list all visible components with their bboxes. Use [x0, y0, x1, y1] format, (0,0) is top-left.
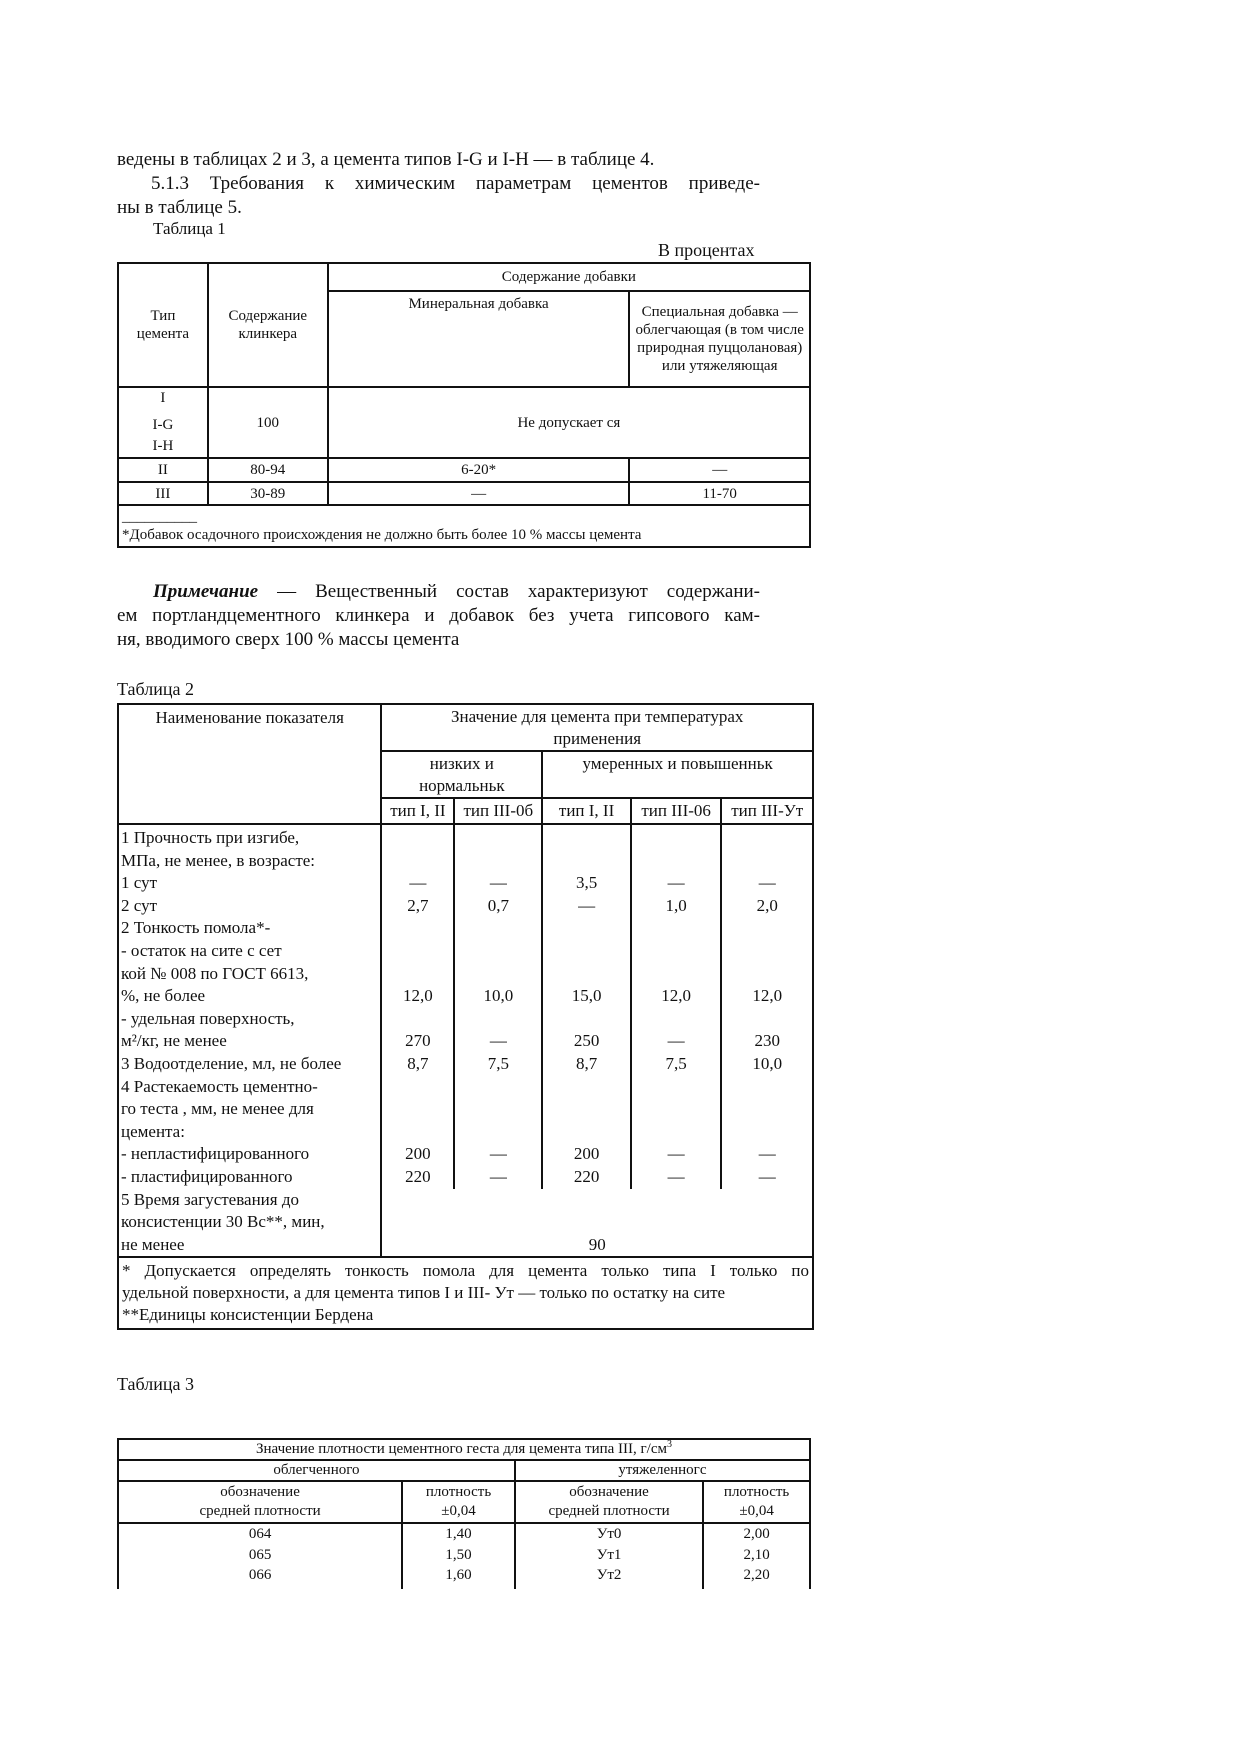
t2-header-value: Значение для цемента при температурах применения	[381, 704, 813, 751]
table-3	[117, 1438, 811, 1589]
t2-name-line: 1 Прочность при изгибе,	[121, 828, 300, 847]
t3-light-codes	[118, 1523, 402, 1589]
t2-value	[455, 850, 541, 873]
t3-dens-h1: плотность	[723, 1484, 790, 1500]
t3-value: 066	[248, 1567, 272, 1583]
t2-value	[455, 917, 541, 940]
t2-names	[118, 824, 381, 1189]
note-line-2: ем портландцементного клинкера и добавок без учета гипсового кам-	[117, 605, 760, 626]
t2-value: —	[489, 873, 507, 893]
t2-name-line: 2 Тонкость помола*-	[121, 918, 271, 938]
t2-value	[455, 940, 541, 963]
t3-heavy-codes	[515, 1523, 703, 1589]
t2-footnotes	[118, 1257, 813, 1329]
t2-value: —	[667, 1031, 685, 1051]
t2-value	[722, 827, 812, 850]
table2-caption: Таблица 2	[117, 679, 194, 699]
t3-value: 065	[248, 1546, 272, 1563]
t2-header-name: Наименование показателя	[118, 704, 381, 824]
t2-sub-5: тип III-Ут	[721, 798, 813, 824]
t2-value: —	[489, 1144, 507, 1164]
t2-last-name-3: не менее	[121, 1234, 185, 1254]
t2-name-line: го теста , мм, не менее для	[121, 1099, 314, 1119]
t2-value	[543, 1076, 630, 1099]
t3-value: 2,10	[743, 1546, 770, 1563]
table1-caption: Таблица 1	[153, 219, 226, 238]
t1-header-special: Специальная добавка — облегчающая (в том числе природная пуццолановая) или утяжеляющая	[629, 291, 810, 387]
t2-value: 0,7	[487, 895, 509, 915]
t2-value	[722, 1076, 812, 1099]
t2-value: 220	[405, 1166, 431, 1186]
t2-value: 10,0	[752, 1053, 783, 1073]
t2-value	[382, 940, 453, 963]
t3-value: 1,50	[445, 1546, 472, 1563]
t2-name-line: кой № 008 по ГОСТ 6613,	[121, 963, 309, 983]
table3-caption: Таблица 3	[117, 1374, 194, 1394]
t2-value	[543, 917, 630, 940]
t2-col-5	[721, 824, 813, 1189]
t2-value	[455, 1008, 541, 1031]
t2-value	[632, 1121, 721, 1144]
t1-row2-clinker: 80-94	[208, 458, 328, 482]
t1-footnote-rule: __________	[122, 509, 197, 525]
t2-header-high: умеренных и повышенньк	[542, 751, 813, 798]
t1-row1-clinker: 100	[208, 387, 328, 458]
t2-value: 7,5	[665, 1053, 687, 1073]
t2-value	[722, 1121, 812, 1144]
t3-desig-l1: обозначение	[220, 1484, 300, 1500]
t3-heavy-designation	[515, 1481, 703, 1523]
t3-data-row	[118, 1523, 810, 1589]
t2-value: 3,5	[575, 873, 598, 893]
note-text-1: — Вещественный состав характеризуют содержани-	[277, 581, 760, 602]
t2-value	[382, 963, 453, 986]
t2-value: —	[667, 1166, 685, 1186]
t2-value: —	[409, 873, 427, 893]
t2-foot1-line2: удельной поверхности, а для цемента типов I и III- Ут — только по остатку на сите	[122, 1283, 726, 1303]
t3-light-header: облегченного	[118, 1460, 515, 1481]
t2-value: 8,7	[407, 1053, 429, 1073]
t1-row1-note: Не допускает ся	[328, 387, 810, 458]
t2-value	[722, 963, 812, 986]
t2-last-row-name	[118, 1189, 381, 1258]
t1-header-type: Тип цемента	[118, 263, 208, 387]
t2-last-row-value: 90	[381, 1189, 813, 1258]
intro-paragraph-2-line-2: ны в таблице 5.	[117, 197, 242, 218]
t2-value	[543, 1008, 630, 1031]
t3-light-density	[402, 1481, 515, 1523]
t1-row3-type: III	[118, 482, 208, 505]
note-label: Примечание	[153, 581, 259, 602]
t2-value	[632, 963, 721, 986]
t2-value	[543, 963, 630, 986]
t1-header-additive: Содержание добавки	[328, 263, 810, 291]
intro-line-1: ведены в таблицах 2 и 3, а цемента типов I-G и I-H — в таблице 4.	[117, 149, 655, 170]
t1-footnote: *Добавок осадочного происхождения не должно быть более 10 % массы цемента	[122, 527, 642, 543]
t2-sub-3: тип I, II	[542, 798, 631, 824]
t2-value	[543, 940, 630, 963]
t3-desig-h2: средней плотности	[548, 1503, 670, 1519]
t2-last-name-1: 5 Время загустевания до	[121, 1189, 299, 1209]
t1-header-mineral: Минеральная добавка	[328, 291, 630, 387]
t2-name-line: 3 Водоотделение, мл, не более	[121, 1053, 342, 1073]
t2-name-line: - непластифицированного	[121, 1144, 310, 1164]
t2-value	[455, 1076, 541, 1099]
t2-value	[722, 850, 812, 873]
t2-value	[382, 1008, 453, 1031]
t2-value: 12,0	[661, 986, 692, 1006]
t2-value	[543, 1121, 630, 1144]
t2-value	[722, 1098, 812, 1121]
t1-header-clinker: Содержание клинкера	[208, 263, 328, 387]
t2-value	[632, 850, 721, 873]
t2-value: 2,7	[407, 895, 429, 915]
t1-type-ig: I-G	[152, 417, 174, 433]
t2-value: —	[758, 1166, 776, 1186]
t2-value: —	[758, 873, 776, 893]
t2-name-line: - пластифицированного	[121, 1166, 293, 1186]
t2-value: —	[758, 1144, 776, 1164]
t2-name-line: - остаток на сите с сет	[121, 940, 282, 960]
t3-light-dens	[402, 1523, 515, 1589]
t3-title	[118, 1439, 810, 1460]
t1-type-i: I	[160, 390, 166, 406]
t3-title-text: Значение плотности цементного геста для цемента типа III, г/см	[255, 1441, 668, 1457]
intro-paragraph-2-line-1: 5.1.3 Требования к химическим параметрам цементов приведе-	[151, 173, 760, 194]
t2-value	[722, 1008, 812, 1031]
t2-value: —	[667, 873, 685, 893]
t3-value: Ут1	[596, 1546, 622, 1563]
t3-light-designation	[118, 1481, 402, 1523]
t3-value: 064	[248, 1526, 272, 1542]
t2-sub-1: тип I, II	[381, 798, 454, 824]
t2-sub-2: тип III-0б	[454, 798, 542, 824]
t3-desig-l2: средней плотности	[199, 1503, 321, 1519]
t3-value: 2,20	[743, 1567, 770, 1583]
t2-col-4	[631, 824, 722, 1189]
t2-value	[722, 940, 812, 963]
t2-value	[382, 850, 453, 873]
t3-dens-l2: ±0,04	[441, 1503, 476, 1519]
t3-dens-l1: плотность	[425, 1484, 492, 1500]
t2-name-line: %, не более	[121, 986, 206, 1006]
t3-desig-h1: обозначение	[569, 1484, 649, 1500]
t3-value: Ут0	[596, 1526, 622, 1542]
t2-value: 12,0	[752, 986, 783, 1006]
t2-value: 15,0	[571, 986, 602, 1006]
t2-value: 220	[573, 1166, 600, 1186]
t3-value: 1,40	[445, 1526, 472, 1542]
t2-value	[455, 1121, 541, 1144]
t1-type-ih: I-H	[152, 438, 174, 454]
t2-name-line: цемента:	[121, 1121, 185, 1141]
t3-heavy-header: утяжеленногс	[515, 1460, 810, 1481]
t2-name-line: МПа, не менее, в возрасте:	[121, 850, 316, 870]
t2-value: 200	[405, 1144, 431, 1164]
t2-name-line: 2 сут	[121, 895, 158, 915]
t2-value	[632, 1098, 721, 1121]
t2-value: 12,0	[402, 986, 433, 1006]
note-line-1	[153, 580, 760, 604]
t2-name-line: - удельная поверхность,	[121, 1008, 295, 1028]
t2-name-line: 4 Растекаемость цементно-	[121, 1076, 318, 1096]
t2-value: —	[667, 1144, 685, 1164]
t2-name-line: м²/кг, не менее	[121, 1031, 227, 1051]
t2-value	[382, 1076, 453, 1099]
t2-value: 1,0	[665, 895, 687, 915]
t2-value	[543, 850, 630, 873]
t2-value	[543, 827, 630, 850]
t2-value: 10,0	[483, 986, 514, 1006]
t1-row2-special: —	[629, 458, 810, 482]
t2-value	[455, 827, 541, 850]
t2-value	[382, 827, 453, 850]
note-line-3: ня, вводимого сверх 100 % массы цемента	[117, 629, 460, 650]
t2-value	[632, 1076, 721, 1099]
t2-value: 250	[573, 1031, 600, 1051]
t2-foot2: **Единицы консистенции Бердена	[122, 1305, 374, 1325]
t2-value: 7,5	[487, 1053, 509, 1073]
t1-row3-mineral: —	[328, 482, 630, 505]
t2-value	[382, 1098, 453, 1121]
t2-value	[382, 1121, 453, 1144]
t2-value: —	[578, 895, 596, 915]
t2-col-2	[454, 824, 542, 1189]
t2-value	[632, 917, 721, 940]
t2-value	[543, 1098, 630, 1121]
t2-sub-4: тип III-06	[631, 798, 722, 824]
t3-heavy-dens	[703, 1523, 810, 1589]
t2-value: —	[489, 1031, 507, 1051]
t2-value: 200	[573, 1144, 600, 1164]
t2-value: 230	[754, 1031, 780, 1051]
t2-col-1	[381, 824, 454, 1189]
t2-value	[382, 917, 453, 940]
t2-foot1-line1: * Допускается определять тонкость помола для цемента только типа I только по	[122, 1261, 809, 1281]
t2-value	[632, 940, 721, 963]
t2-header-low: низких и нормальньк	[381, 751, 542, 798]
table-2	[117, 703, 814, 1330]
t1-row3-special: 11-70	[629, 482, 810, 505]
t2-value	[722, 917, 812, 940]
t2-col-3	[542, 824, 631, 1189]
table-1	[117, 262, 811, 548]
t3-value: Ут2	[596, 1567, 622, 1583]
t2-last-name-2: консистенции 30 Вс**, мин,	[121, 1212, 325, 1232]
t2-value	[455, 963, 541, 986]
t3-value: 1,60	[445, 1567, 472, 1583]
t2-value	[455, 1098, 541, 1121]
t2-value: 8,7	[575, 1053, 598, 1073]
t3-value: 2,00	[743, 1526, 770, 1542]
t1-row3-clinker: 30-89	[208, 482, 328, 505]
table1-units: В процентах	[658, 240, 755, 260]
t2-value: 2,0	[756, 895, 778, 915]
t1-row2-type: II	[118, 458, 208, 482]
t1-footnote-cell	[118, 505, 810, 547]
t1-row2-mineral: 6-20*	[328, 458, 630, 482]
t3-heavy-density	[703, 1481, 810, 1523]
t3-title-sup: 3	[667, 1439, 673, 1450]
t2-value	[632, 1008, 721, 1031]
t2-value	[632, 827, 721, 850]
t2-value: 270	[405, 1031, 431, 1051]
t2-value: —	[489, 1166, 507, 1186]
t2-name-line: 1 сут	[121, 873, 158, 893]
t1-row1-types	[118, 387, 208, 458]
t3-dens-h2: ±0,04	[739, 1503, 774, 1519]
